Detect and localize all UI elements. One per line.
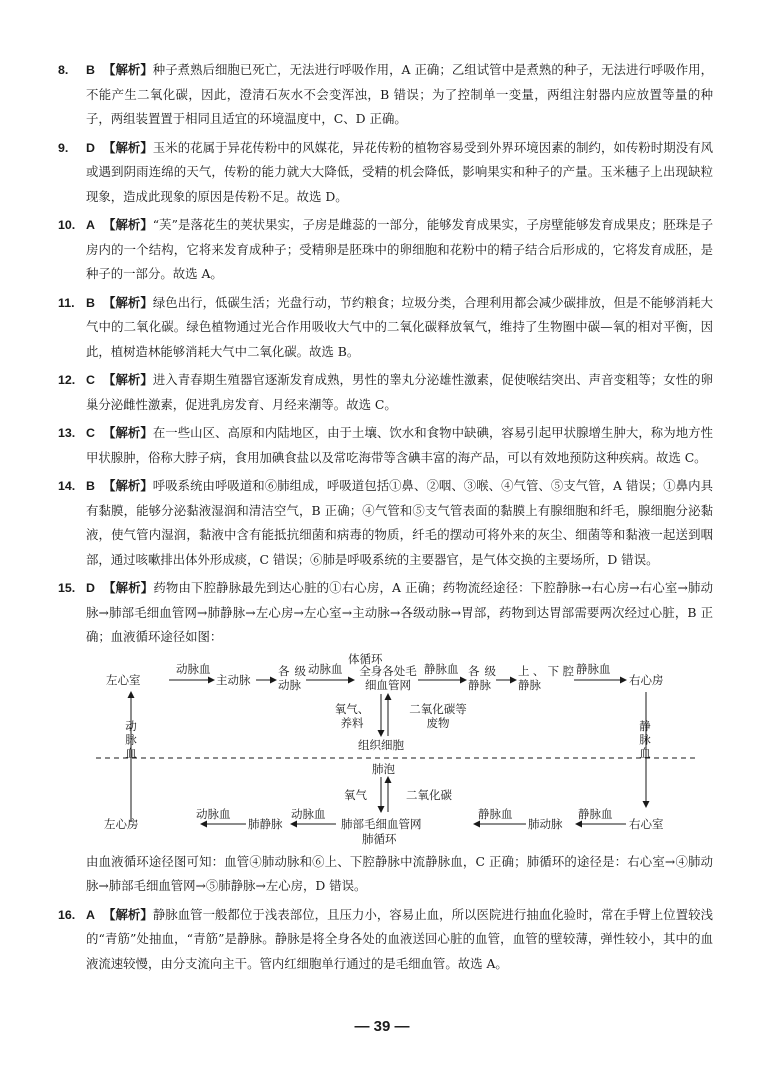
arterial-blood-label: 动脉血: [291, 806, 326, 821]
question-number: 14.: [58, 479, 76, 493]
right-atrium-label: 右心房: [629, 672, 664, 687]
systemic-circulation-title: 体循环: [348, 651, 383, 666]
analysis-text: “芙”是落花生的荚状果实，子房是雌蕊的一部分，能够发育成果实，子房壁能够发育成果皮；胚珠是子房内的一个结构，它将来发育成种子；受精卵是胚珠中的卵细胞和花粉中的精子结合后形成的，它将发育成胚，是种子的一部分。故选 A。: [86, 217, 713, 281]
analysis-tag: 【解析】: [102, 372, 153, 387]
analysis-text: 进入青春期生殖器官逐渐发育成熟，男性的睾丸分泌雄性激素，促使喉结突出、声音变粗等；女性的卵巢分泌雌性激素，促进乳房发育、月经来潮等。故选 C。: [86, 372, 713, 412]
venous-blood-label: 静脉血: [424, 661, 459, 676]
analysis-tag: 【解析】: [102, 139, 153, 155]
venous-blood-label: 静脉血: [478, 806, 513, 821]
left-ventricle-label: 左心室: [106, 672, 141, 687]
analysis-text-continued: 由血液循环途径图可知：血管④肺动脉和⑥上、下腔静脉中流静脉血，C 正确；肺循环的途径是：右心室→④肺动脉→肺部毛细血管网→⑤肺静脉→左心房，D 错误。: [86, 853, 713, 893]
question-number: 9.: [58, 140, 69, 155]
vena-cava-label: 上、下腔静脉: [518, 663, 574, 692]
oxygen-nutrients-label: 氧气、养料: [334, 701, 370, 730]
answer-letter: C: [86, 373, 95, 387]
question-15: [58, 576, 713, 899]
oxygen-label: 氧气: [344, 787, 367, 802]
analysis-text: 静脉血管一般都位于浅表部位，且压力小，容易止血，所以医院进行抽血化验时，常在手臂上位置较浅的“青筋”处抽血，“青筋”是静脉。静脉是将全身各处的血液送回心脏的血管，血管的壁较薄，弹性较小，其中的血液流速较慢，由分支流向主干。管内红细胞单行通过的是毛细血管。故选 A。: [86, 906, 713, 971]
left-atrium-label: 左心房: [104, 816, 139, 831]
right-vertical-label: 静脉血: [638, 719, 652, 760]
answer-letter: B: [86, 295, 95, 310]
question-number: 8.: [58, 63, 69, 77]
answer-letter: A: [86, 218, 95, 232]
alveoli-label: 肺泡: [372, 761, 395, 776]
co2-wastes-label: 二氧化碳等废物: [409, 701, 467, 730]
body-capillary-label: 全身各处毛细血管网: [359, 663, 417, 692]
tissue-cells-label: 组织细胞: [358, 737, 404, 752]
lung-capillary-label: 肺部毛细血管网: [341, 816, 422, 831]
aorta-label: 主动脉: [216, 672, 251, 687]
question-number: 16.: [58, 907, 76, 922]
right-ventricle-label: 右心室: [629, 816, 664, 831]
analysis-tag: 【解析】: [102, 580, 154, 595]
question-14: [58, 474, 713, 572]
analysis-tag: 【解析】: [102, 217, 153, 232]
veins-label: 各级静脉: [468, 663, 496, 692]
answer-letter: A: [86, 907, 95, 922]
analysis-tag: 【解析】: [102, 294, 153, 310]
question-number: 12.: [58, 373, 76, 387]
question-number: 13.: [58, 426, 76, 440]
question-number: 15.: [58, 581, 76, 595]
pulmonary-artery-label: 肺动脉: [528, 816, 563, 831]
arterial-blood-label: 动脉血: [196, 806, 231, 821]
answer-letter: B: [86, 63, 95, 77]
question-16: [58, 903, 713, 977]
co2-label: 二氧化碳: [406, 787, 452, 802]
answer-letter: C: [86, 426, 95, 440]
venous-blood-label: 静脉血: [576, 661, 611, 676]
question-12: [58, 368, 713, 417]
analysis-text: 种子煮熟后细胞已死亡，无法进行呼吸作用，A 正确；乙组试管中是煮熟的种子，无法进行呼吸作用，不能产生二氧化碳，因此，澄清石灰水不会变浑浊，B 错误；为了控制单一变量，两组注射器内应放置等量的种子，两组装置置于相同且适宜的环境温度中，C、D 正确。: [86, 62, 713, 126]
venous-blood-label: 静脉血: [578, 806, 613, 821]
question-13: [58, 421, 713, 470]
answer-page: [58, 58, 713, 980]
answer-letter: D: [86, 581, 95, 595]
left-vertical-label: 动脉血: [124, 719, 138, 760]
analysis-text: 玉米的花属于异花传粉中的风媒花，异花传粉的植物容易受到外界环境因素的制约，如传粉时期没有风或遇到阴雨连绵的天气，传粉的能力就大大降低，受精的机会降低，影响果实和种子的产量。玉米穗子上出现缺粒现象，造成此现象的原因是传粉不足。故选 D。: [86, 139, 713, 204]
analysis-text: 药物由下腔静脉最先到达心脏的①右心房，A 正确；药物流经途径：下腔静脉→右心房→右心室→肺动脉→肺部毛细血管网→肺静脉→左心房→左心室→主动脉→各级动脉→胃部，药物到达胃部需要两次经过心脏，B 正确；血液循环途径如图：: [86, 580, 713, 644]
question-9: [58, 136, 713, 210]
blood-circulation-diagram: [86, 651, 741, 846]
analysis-text: 绿色出行，低碳生活；光盘行动，节约粮食；垃圾分类，合理利用都会减少碳排放，但是不能够消耗大气中的二氧化碳。绿色植物通过光合作用吸收大气中的二氧化碳释放氧气，维持了生物圈中碳—氧的相对平衡，因此，植树造林能够消耗大气中二氧化碳。故选 B。: [86, 294, 713, 359]
page-number: — 39 —: [354, 1018, 410, 1035]
pulmonary-vein-label: 肺静脉: [248, 816, 283, 831]
arteries-label: 各级动脉: [278, 663, 306, 692]
question-number: 10.: [58, 218, 76, 232]
question-8: [58, 58, 713, 132]
analysis-tag: 【解析】: [102, 478, 153, 493]
analysis-text: 在一些山区、高原和内陆地区，由于土壤、饮水和食物中缺碘，容易引起甲状腺增生肿大，称为地方性甲状腺肿，俗称大脖子病，食用加碘食盐以及常吃海带等含碘丰富的海产品，可以有效地预防这种疾病。故选 C。: [86, 425, 713, 465]
arterial-blood-label: 动脉血: [176, 661, 211, 676]
pulmonary-circulation-title: 肺循环: [362, 831, 397, 846]
question-11: [58, 291, 713, 365]
analysis-tag: 【解析】: [102, 425, 153, 440]
answer-letter: B: [86, 479, 95, 493]
question-number: 11.: [58, 295, 75, 310]
analysis-tag: 【解析】: [102, 906, 153, 922]
analysis-tag: 【解析】: [102, 62, 153, 77]
answer-letter: D: [86, 140, 95, 155]
analysis-text: 呼吸系统由呼吸道和⑥肺组成，呼吸道包括①鼻、②咽、③喉、④气管、⑤支气管，A 错误；①鼻内具有黏膜，能够分泌黏液湿润和清洁空气，B 正确；④气管和⑤支气管表面的黏膜上有腺细胞和纤毛，腺细胞分泌黏液，使气管内湿润，黏液中含有能抵抗细菌和病毒的物质，纤毛的摆动可将外来的灰尘、细菌等和黏液一起送到咽部，通过咳嗽排出体外形成痰，C 错误；⑥肺是呼吸系统的主要器官，是气体交换的主要场所，D 错误。: [86, 478, 713, 567]
question-10: [58, 213, 713, 287]
arterial-blood-label: 动脉血: [308, 661, 343, 676]
